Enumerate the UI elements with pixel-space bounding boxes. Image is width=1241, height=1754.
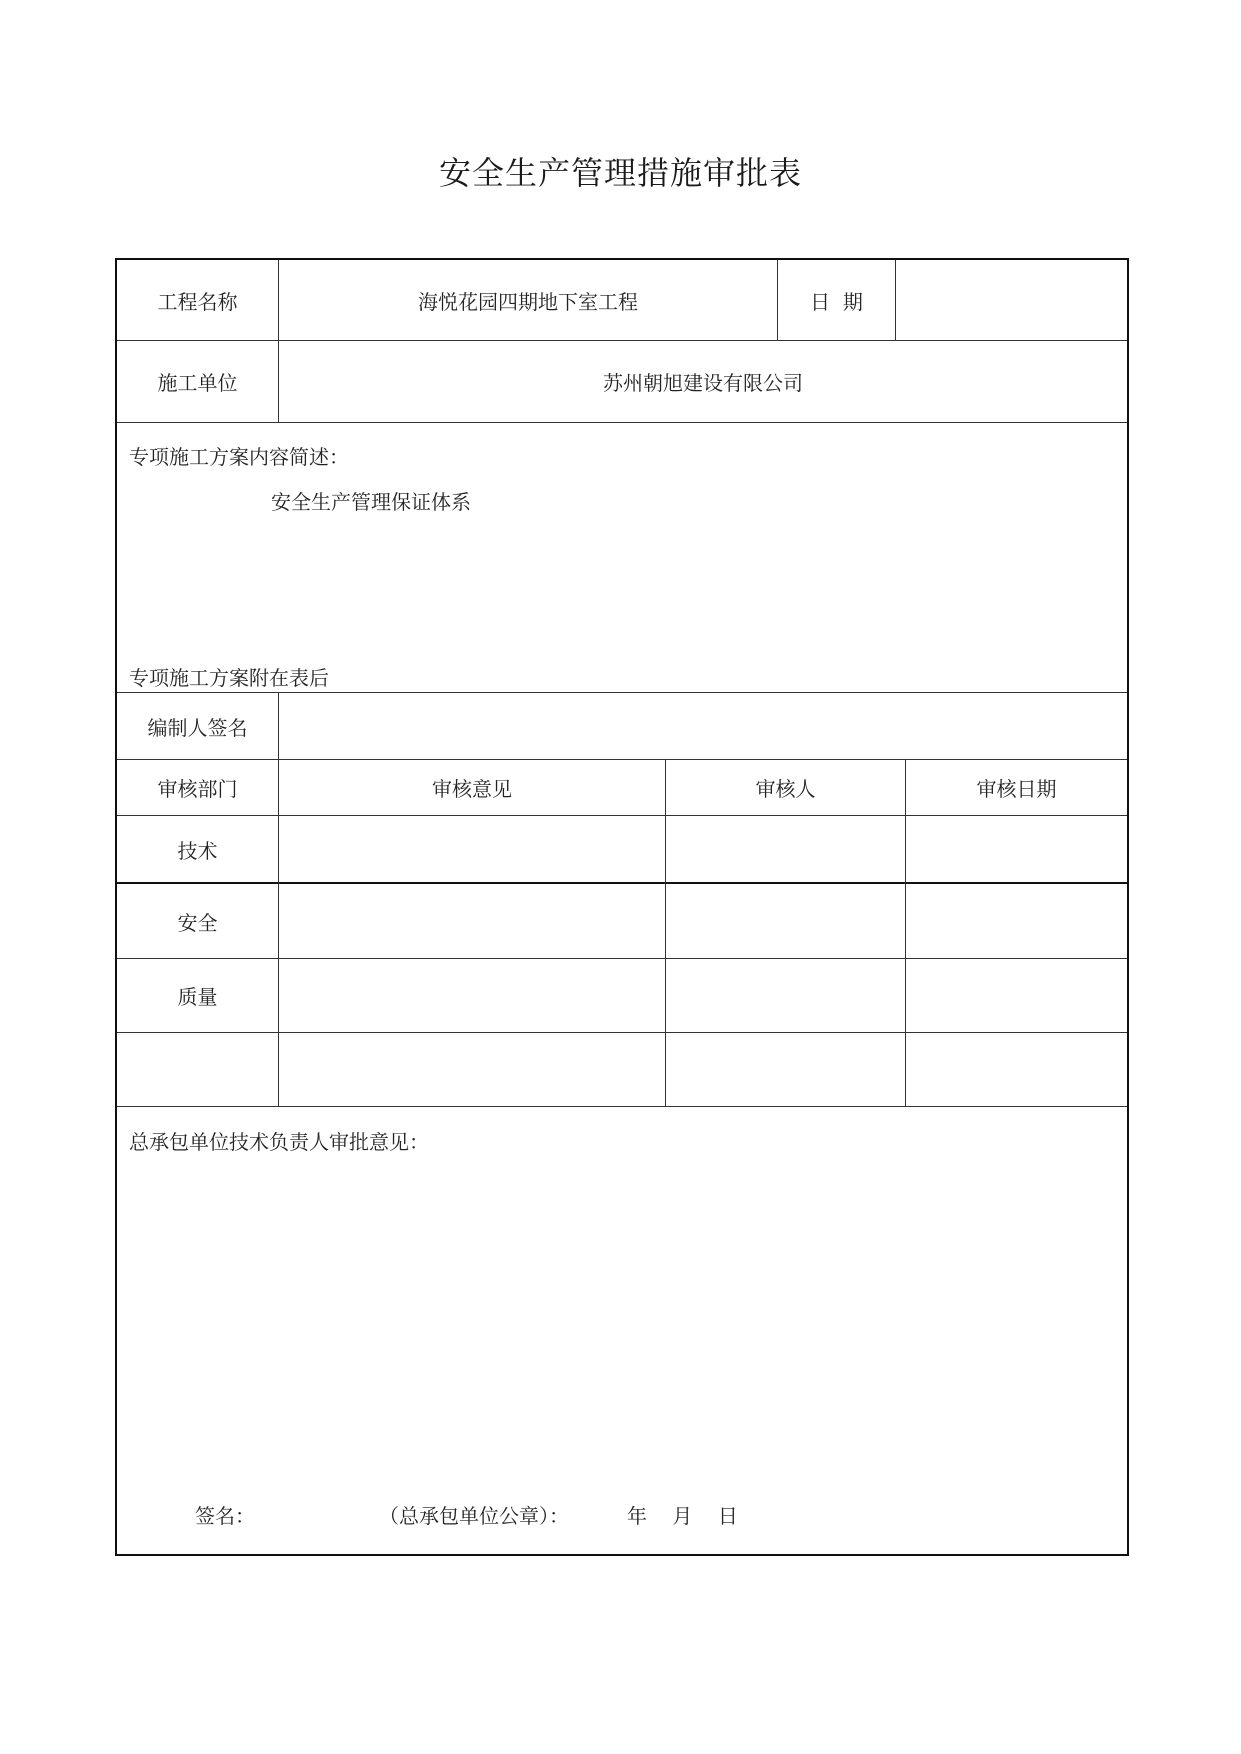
row-divider	[117, 1106, 1127, 1107]
column-header-department: 审核部门	[157, 777, 238, 801]
contractor-field[interactable]: 苏州朝旭建设有限公司	[603, 371, 803, 395]
review-department-blank[interactable]	[117, 1033, 278, 1106]
column-header-reviewer: 审核人	[755, 777, 816, 801]
seal-label: （总承包单位公章）：	[379, 1504, 569, 1528]
review-opinion-field[interactable]	[279, 1033, 665, 1106]
review-date-field[interactable]	[906, 816, 1127, 882]
compiler-signature-field[interactable]	[279, 693, 1127, 759]
review-date-field[interactable]	[906, 959, 1127, 1032]
review-department-quality: 质量	[177, 985, 218, 1009]
review-department-safety: 安全	[177, 910, 218, 935]
signature-label: 签名：	[195, 1504, 255, 1528]
compiler-signature-label: 编制人签名	[147, 715, 248, 740]
date-label: 日 期	[810, 289, 863, 314]
review-date-field[interactable]	[906, 884, 1127, 958]
review-opinion-field[interactable]	[279, 959, 665, 1032]
reviewer-field[interactable]	[666, 884, 905, 958]
chief-approval-field[interactable]	[129, 1170, 1115, 1470]
review-date-field[interactable]	[906, 1033, 1127, 1106]
form-title: 安全生产管理措施审批表	[438, 154, 802, 192]
plan-attached-note: 专项施工方案附在表后	[129, 666, 329, 690]
reviewer-field[interactable]	[666, 1033, 905, 1106]
review-opinion-field[interactable]	[279, 884, 665, 958]
review-opinion-field[interactable]	[279, 816, 665, 882]
approval-date-label: 年 月 日	[627, 1504, 738, 1528]
reviewer-field[interactable]	[666, 816, 905, 882]
plan-summary-label: 专项施工方案内容简述：	[129, 445, 349, 469]
column-header-opinion: 审核意见	[432, 777, 512, 801]
contractor-label: 施工单位	[157, 371, 238, 395]
column-header-review-date: 审核日期	[976, 777, 1057, 801]
review-department-tech: 技术	[177, 838, 218, 863]
reviewer-field[interactable]	[666, 959, 905, 1032]
project-name-label: 工程名称	[157, 289, 238, 314]
approval-form	[115, 258, 1129, 1556]
project-name-field[interactable]: 海悦花园四期地下室工程	[418, 289, 638, 314]
chief-approval-label: 总承包单位技术负责人审批意见：	[129, 1130, 429, 1154]
date-field[interactable]	[896, 260, 1127, 340]
row-divider	[117, 422, 1127, 423]
plan-summary-field[interactable]: 安全生产管理保证体系	[271, 490, 471, 514]
